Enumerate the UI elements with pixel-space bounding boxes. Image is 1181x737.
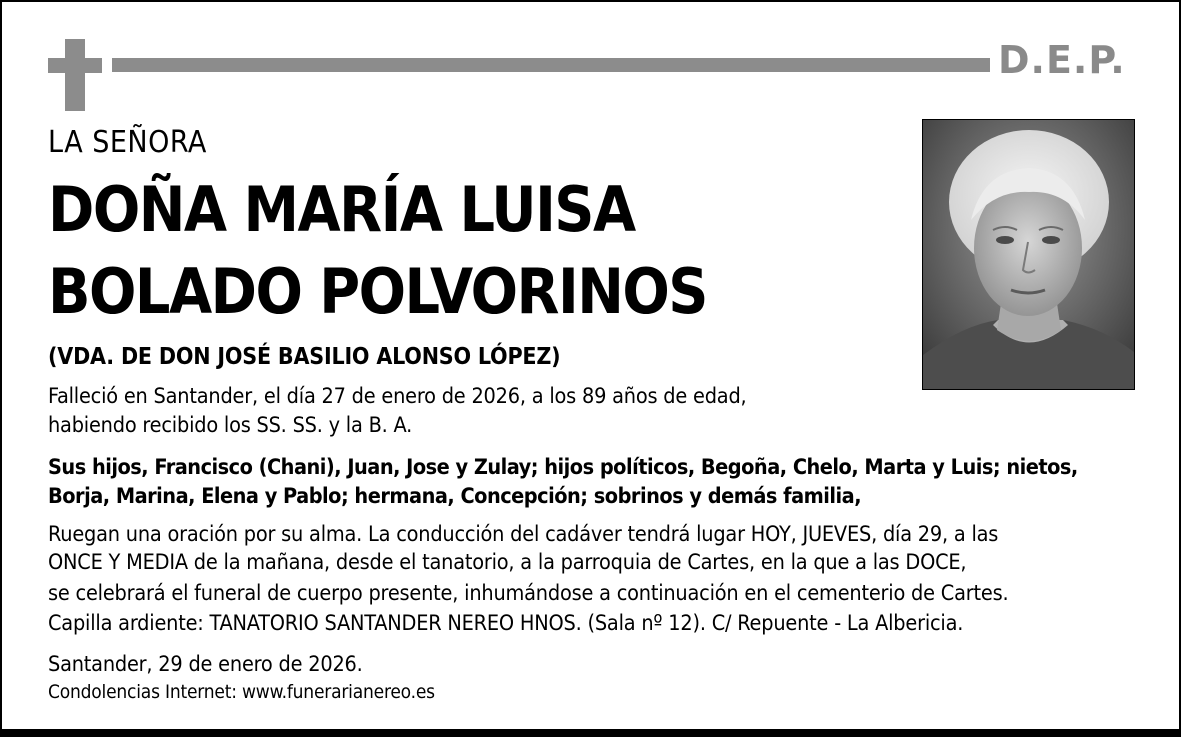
salutation: LA SEÑORA — [48, 125, 207, 160]
place-date: Santander, 29 de enero de 2026. — [48, 652, 363, 677]
portrait-photo — [922, 119, 1135, 390]
family-line: Borja, Marina, Elena y Pablo; hermana, Concepción; sobrinos y demás familia, — [48, 484, 862, 509]
widow-of: (VDA. DE DON JOSÉ BASILIO ALONSO LÓPEZ) — [48, 344, 561, 370]
funeral-info-line: Capilla ardiente: TANATORIO SANTANDER NEREO HNOS. (Sala nº 12). C/ Repuente - La Albericia. — [48, 611, 964, 636]
dep-label: D.E.P. — [998, 38, 1126, 82]
cross-icon — [65, 39, 85, 111]
deceased-name-line-2: BOLADO POLVORINOS — [48, 255, 707, 328]
funeral-info-line: ONCE Y MEDIA de la mañana, desde el tanatorio, a la parroquia de Cartes, en la que a las DOCE, — [48, 550, 967, 575]
condolences-link: Condolencias Internet: www.funerarianereo.es — [48, 681, 435, 703]
funeral-info-line: se celebrará el funeral de cuerpo presente, inhumándose a continuación en el cementerio de Cartes. — [48, 581, 1009, 606]
death-notice-line: Falleció en Santander, el día 27 de enero de 2026, a los 89 años de edad, — [48, 384, 747, 409]
cross-icon-bar — [48, 58, 102, 73]
deceased-name-line-1: DOÑA MARÍA LUISA — [48, 173, 635, 246]
death-notice-line: habiendo recibido los SS. SS. y la B. A. — [48, 413, 413, 438]
family-line: Sus hijos, Francisco (Chani), Juan, Jose y Zulay; hijos políticos, Begoña, Chelo, Marta y Luis; nietos, — [48, 455, 1078, 480]
funeral-info-line: Ruegan una oración por su alma. La conducción del cadáver tendrá lugar HOY, JUEVES, día 29, a las — [48, 522, 999, 547]
header-rule — [112, 58, 990, 72]
